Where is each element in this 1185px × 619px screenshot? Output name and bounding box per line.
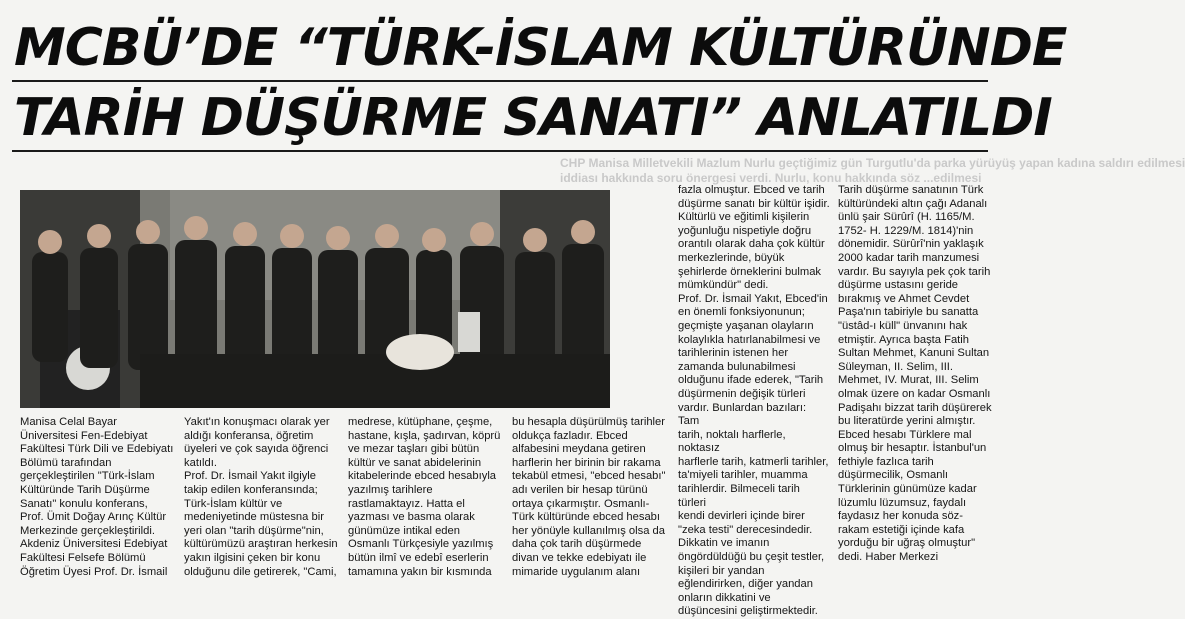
headline-line-2: TARİH DÜŞÜRME SANATI” ANLATILDI: [14, 88, 1052, 148]
headline-divider-2: [12, 150, 988, 152]
article-text-col-3: medrese, kütüphane, çeşme, hastane, kışla, şadırvan, köprü ve mezar taşları gibi bütün kültür ve sanat abidelerinin kitabelerinde ebced hesabıyla yazılmış tarihlere rastlamaktayız. Hatta el yazması ve basma olarak günümüze intikal eden Osmanlı Türkçesiyle yazılmış bütün ilmî ve edebî eserlerin tamamına yakın bir kısmında: [348, 416, 501, 578]
headline-line-1: MCBÜ’DE “TÜRK-İSLAM KÜLTÜRÜNDE: [14, 18, 1067, 78]
article-column-6: [838, 184, 994, 565]
article-text-col-2: Yakıt'ın konuşmacı olarak yer aldığı konferansa, öğretim üyeleri ve çok sayıda öğrenci katıldı. Prof. Dr. İsmail Yakıt ilgiyle takip edilen konferansında; Türk-İslam kültür ve medeniyetinde müstesna bir yeri olan "tarih düşürme"nin, kültürümüzü araştıran herkesin yakın ilgisini çeken bir konu olduğunu dile getirerek, "Cami,: [184, 416, 338, 578]
conference-group-photo: [20, 190, 610, 408]
bleed-through-text-2: iddiası hakkında soru önergesi verdi. Nurlu, konu hakkında söz ...edilmesi: [560, 171, 982, 185]
article-column-5: [678, 184, 830, 619]
article-column-2: [184, 416, 342, 579]
article-text-col-4: bu hesapla düşürülmüş tarihler oldukça fazladır. Ebced alfabesini meydana getiren harflerin her birinin bir rakama tekabül etmesi, "ebced hesabı" adı verilen bir hesap türünü ortaya çıkarmıştır. Osmanlı- Türk kültüründe ebced hesabı her yönüyle kullanılmış olsa da daha çok tarih düşürmede divan ve tekke edebiyatı ile mimaride uygulanım alanı: [512, 416, 666, 578]
headline-divider-1: [12, 80, 988, 82]
article-text-col-1: Manisa Celal Bayar Üniversitesi Fen-Edebiyat Fakültesi Türk Dili ve Edebiyatı Bölümü tarafından gerçekleştirilen "Türk-İslam Kültüründe Tarih Düşürme Sanatı" konulu konferans, Prof. Ümit Doğay Arınç Kültür Merkezinde gerçekleştirildi. Akdeniz Üniversitesi Edebiyat Fakültesi Felsefe Bölümü Öğretim Üyesi Prof. Dr. İsmail: [20, 416, 174, 578]
article-text-col-5: fazla olmuştur. Ebced ve tarih düşürme sanatı bir kültür işidir. Kültürlü ve eğitimli kişilerin yoğunluğu nispetiyle doğru orantılı olarak daha çok kültür merkezlerinde, büyük şehirlerde örneklerini bulmak mümkündür" dedi. Prof. Dr. İsmail Yakıt, Ebced'in en önemli fonksiyonunun; geçmişte yaşanan olayların kolaylıkla hatırlanabilmesi ve tarihlerinin istenen her zamanda bulunabilmesi olduğunu ifade ederek, "Tarih düşürmenin değişik türleri vardır. Bunlardan bazıları: Tam tarih, noktalı harflerle, noktasız harflerle tarih, katmerli tarihler, ta'miyeli tarihler, muamma tarihlerdir. Bilmeceli tarih türleri kendi devirleri içinde birer "zeka testi" derecesindedir. Dikkatin ve imanın öngördüldüğü bu çeşit testler, kişileri bir yandan eğlendirirken, diğer yandan onların dikkatini ve düşüncesini geliştirmektedir.: [678, 184, 830, 618]
photo-illustration: [20, 190, 610, 408]
article-text-col-6: Tarih düşürme sanatının Türk kültüründeki altın çağı Adanalı ünlü şair Sürûrî (H. 1165/M. 1752- H. 1229/M. 1814)'nin dönemidir. Sürûrî'nin yaklaşık 2000 kadar tarih manzumesi vardır. Bu sayıyla pek çok tarih düşürme ustasını geride bırakmış ve Ahmet Cevdet Paşa'nın tabiriyle bu sanatta "üstâd-ı küll" ünvanını hak etmiştir. Ayrıca başta Fatih Sultan Mehmet, Kanuni Sultan Süleyman, II. Selim, III. Mehmet, IV. Murat, III. Selim olmak üzere on kadar Osmanlı Padişahı bizzat tarih düşürerek bu literatürde yerini almıştır. Ebced hesabı Türklere mal olmuş bir hesaptır. İstanbul'un fethiyle fazlıca tarih düşürmecilik, Osmanlı Türklerinin günümüze kadar lüzumlu lüzumsuz, faydalı faydasız her konuda söz- rakam estetiği içinde kafa yorduğu bir uğraş olmuştur" dedi. Haber Merkezi: [838, 184, 992, 564]
bleed-through-text-1: CHP Manisa Milletvekili Mazlum Nurlu geçtiğimiz gün Turgutlu'da parka yürüyüş yapan kadına saldırı edilmesi: [560, 156, 1185, 170]
article-column-3: [348, 416, 506, 579]
article-column-1: [20, 416, 178, 579]
article-column-4: [512, 416, 672, 579]
